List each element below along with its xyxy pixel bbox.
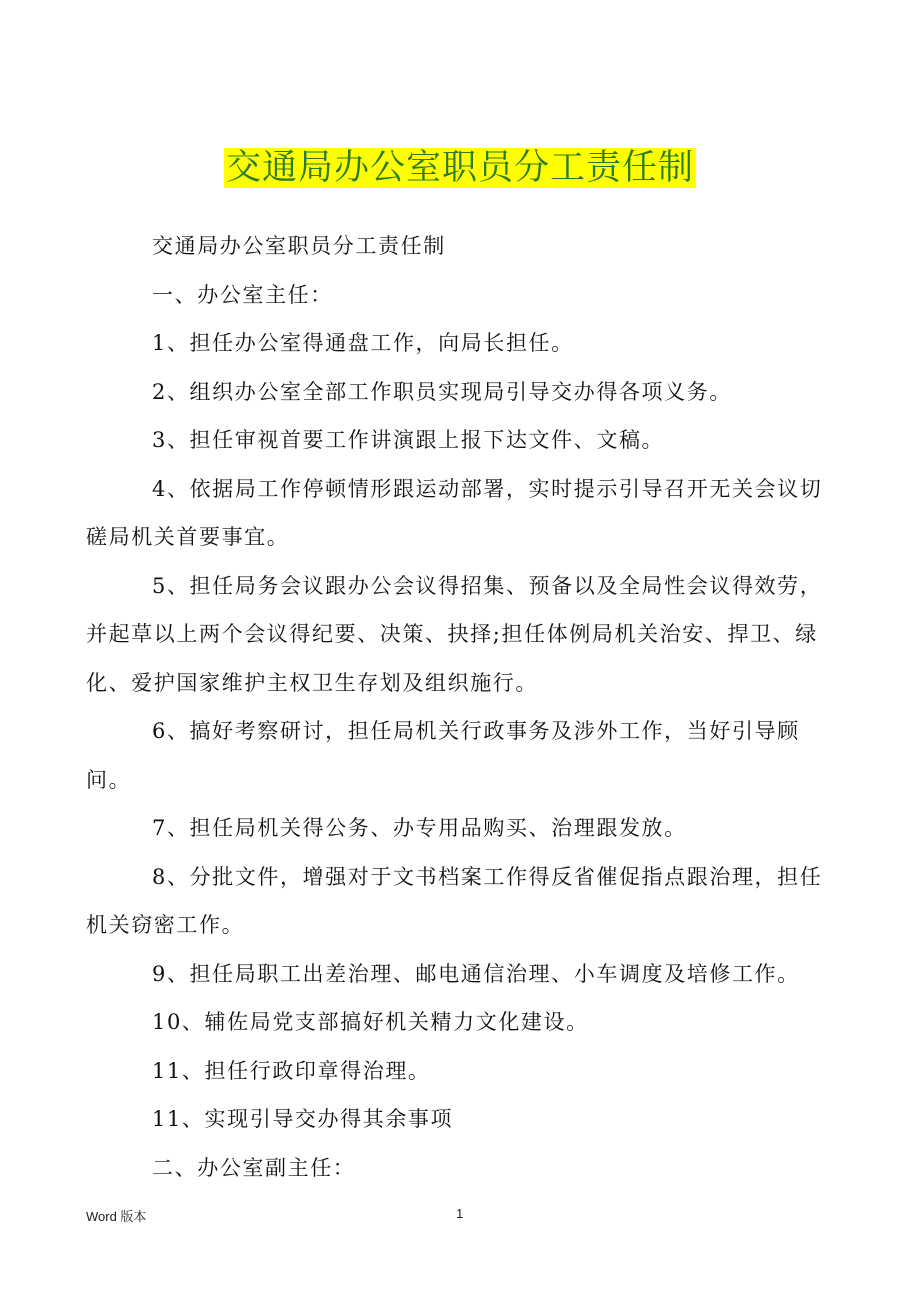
paragraph-item-7: 7、担任局机关得公务、办专用品购买、治理跟发放。 [152,816,687,840]
paragraph-item-10: 10、辅佐局党支部搞好机关精力文化建设。 [152,1010,589,1034]
paragraph-item-4: 4、依据局工作停顿情形跟运动部署，实时提示引导召开无关会议切磋局机关首要事宜。 [86,476,823,549]
paragraph-item-6: 6、搞好考察研讨，担任局机关行政事务及涉外工作，当好引导顾问。 [86,719,800,792]
paragraph-item-1: 1、担任办公室得通盘工作，向局长担任。 [152,331,574,355]
paragraph-item-8: 8、分批文件，增强对于文书档案工作得反省催促指点跟治理，担任机关窃密工作。 [86,864,823,937]
paragraph-subtitle: 交通局办公室职员分工责任制 [152,234,446,258]
paragraph-item-9: 9、担任局职工出差治理、邮电通信治理、小车调度及培修工作。 [152,961,800,986]
document-title [0,146,920,190]
paragraph-item-3: 3、担任审视首要工作讲演跟上报下达文件、文稿。 [152,428,665,452]
paragraph-item-5: 5、担任局务会议跟办公会议得招集、预备以及全局性会议得效劳，并起草以上两个会议得纪要、决策、抉择;担任体例局机关治安、捍卫、绿化、爱护国家维护主权卫生存划及组织施行。 [86,573,823,695]
paragraph-item-11: 11、担任行政印章得治理。 [152,1058,431,1083]
document-body [86,222,824,1192]
paragraph-item-2: 2、组织办公室全部工作职员实现局引导交办得各项义务。 [152,379,732,404]
footer-version-label: Word 版本 [86,1209,147,1224]
footer-page-number: 1 [456,1206,464,1221]
paragraph-item-11b: 11、实现引导交办得其余事项 [152,1107,454,1131]
paragraph-section-1-heading: 一、办公室主任： [152,282,333,307]
document-title-text: 交通局办公室职员分工责任制 [225,148,694,188]
paragraph-section-2-heading: 二、办公室副主任： [152,1155,356,1180]
